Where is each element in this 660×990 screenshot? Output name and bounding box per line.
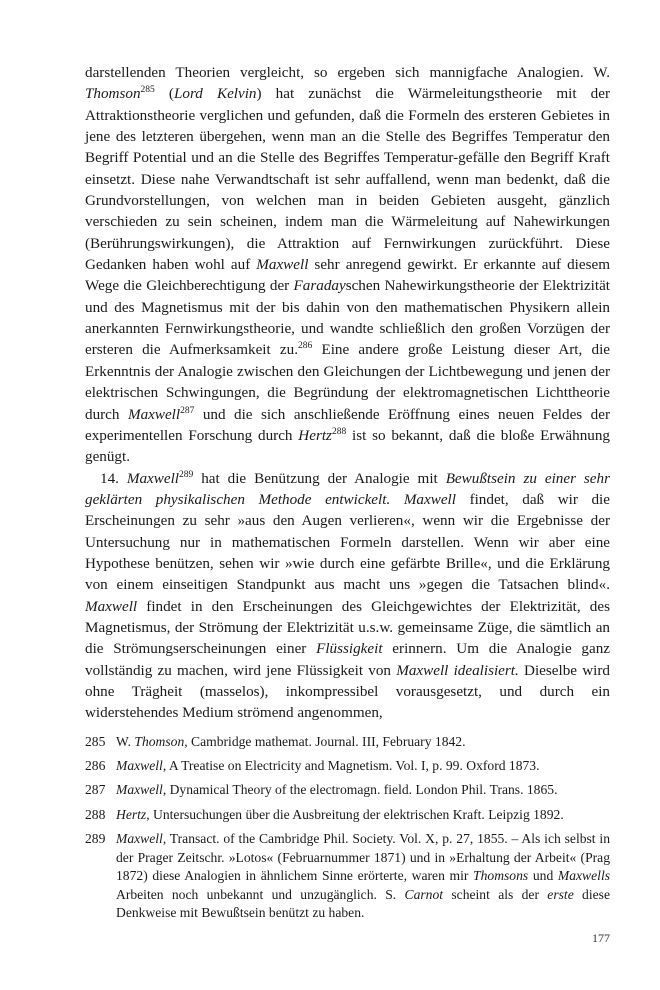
italic-text: Maxwell bbox=[85, 597, 138, 615]
footnote-ref: 287 bbox=[180, 405, 195, 416]
italic-text: erste bbox=[547, 886, 574, 902]
italic-text: Maxwell bbox=[116, 758, 163, 774]
footnote-number: 287 bbox=[85, 782, 106, 798]
footnote-number: 289 bbox=[85, 831, 106, 847]
italic-text: Thomson bbox=[85, 85, 141, 103]
italic-text: Hertz bbox=[298, 426, 332, 444]
italic-text: Flüssigkeit bbox=[316, 640, 383, 658]
page-number: 177 bbox=[592, 931, 610, 945]
footnote-289 bbox=[85, 830, 610, 922]
footnote-ref: 286 bbox=[298, 341, 313, 352]
footnote-number: 285 bbox=[85, 733, 106, 749]
footnote-number: 288 bbox=[85, 806, 106, 822]
footnote-285 bbox=[85, 733, 610, 751]
footnote-288 bbox=[85, 806, 610, 824]
italic-text: Carnot bbox=[404, 886, 444, 902]
footnote-ref: 285 bbox=[140, 85, 155, 96]
footnote-287 bbox=[85, 781, 610, 799]
italic-text: Bewußtsein zu einer sehr geklärten physikalischen Methode entwickelt. Maxwell bbox=[85, 469, 610, 508]
footnote-number: 286 bbox=[85, 758, 106, 774]
footnotes bbox=[85, 733, 610, 923]
italic-text: Maxwell bbox=[256, 256, 309, 274]
italic-text: Maxwell idealisiert. bbox=[396, 661, 519, 679]
footnote-text: Maxwell, Dynamical Theory of the electromagn. field. London Phil. Trans. 1865. bbox=[116, 782, 558, 798]
italic-text: Maxwell bbox=[126, 469, 180, 487]
italic-text: Thomsons bbox=[473, 868, 529, 884]
italic-text: Faraday bbox=[293, 277, 346, 295]
footnote-text: Maxwell, Transact. of the Cambridge Phil. Society. Vol. X, p. 27, 1855. – Als ich selbst in der Prager Zeitschr. »Lotos« (Februarnummer 1871) und in »Erhaltung der Arbeit« (Prag 1872) diese Analogien in ähnlichem Sinne erörterte, waren mir Thomsons und Maxwells Arbeiten noch unbekannt und unzugänglich. S. Carnot scheint als der erste diese Denkweise mit Bewußtsein benützt zu haben. bbox=[116, 831, 611, 920]
footnote-text: Maxwell, A Treatise on Electricity and Magnetism. Vol. I, p. 99. Oxford 1873. bbox=[116, 758, 540, 774]
paragraph-section-14: 14. Maxwell$^{289}$ hat die Benützung der Analogie mit Bewußtsein zu einer sehr geklärten physikalischen Methode entwickelt. Maxwell findet, daß wir die Erscheinungen zu sehr »aus den Augen verlieren«, wenn wir die Ergebnisse der Untersuchung nur in mathematischen Formeln darstellen. Wenn wir aber eine Hypothese benützen, sehen wir »wie durch eine gefärbte Brille«, und die Erklärung von einem einseitigen Standpunkt aus macht uns »gegen die Tatsachen blind«. Maxwell findet in den Erscheinungen des Gleichgewichtes der Elektrizität, des Magnetismus, der Strömung der Elektrizität u.s.w. gemeinsame Züge, die sämtlich an die Strömungserscheinungen einer Flüssigkeit erinnern. Um die Analogie ganz vollständig zu machen, wird jene Flüssigkeit von Maxwell idealisiert. Dieselbe wird ohne Trägheit (masselos), inkompressibel vorausgesetzt, und durch ein widerstehendes Medium strömend angenommen, bbox=[85, 469, 610, 722]
italic-text: Maxwells bbox=[557, 868, 611, 884]
italic-text: Maxwell bbox=[127, 405, 181, 423]
footnote-286 bbox=[85, 757, 610, 775]
footnote-text: Hertz, Untersuchungen über die Ausbreitung der elektrischen Kraft. Leipzig 1892. bbox=[116, 806, 564, 822]
italic-text: Maxwell bbox=[116, 831, 163, 847]
footnote-ref: 289 bbox=[179, 469, 194, 480]
page-body bbox=[85, 62, 610, 928]
footnote-text: W. Thomson, Cambridge mathemat. Journal. III, February 1842. bbox=[116, 733, 466, 749]
footnote-ref: 288 bbox=[331, 426, 347, 437]
italic-text: Lord Kelvin bbox=[173, 85, 257, 103]
paragraph-analogies: darstellenden Theorien vergleicht, so ergeben sich mannigfache Analogien. W. Thomson$^{285}$ (Lord Kelvin) hat zunächst die Wärmeleitungstheorie mit der Attraktionstheorie verglichen und gefunden, daß die Formeln des ersteren Gebietes in jene des letzteren übergehen, wenn man an die Stelle des Begriffes Temperatur den Begriff Potential und an die Stelle des Begriffes Temperatur-gefälle den Begriff Kraft einsetzt. Diese nahe Verwandtschaft ist sehr auffallend, wenn man bedenkt, daß die Grundvorstellungen, von welchen man in beiden Gebieten ausgeht, gänzlich verschieden zu sein scheinen, indem man die Wärmeleitung auf Nahewirkungen (Berührungswirkungen), die Attraktion auf Fernwirkungen zurückführt. Diese Gedanken haben wohl auf Maxwell sehr anregend gewirkt. Er erkannte auf diesem Wege die Gleichberechtigung der Faradayschen Nahewirkungstheorie der Elektrizität und des Magnetismus mit der bis dahin von den mathematischen Physikern allein anerkannten Fernwirkungstheorie, und wandte schließlich den großen Vorzügen der ersteren die Aufmerksamkeit zu.$^{286}$ Eine andere große Leistung dieser Art, die Erkenntnis der Analogie zwischen den Gleichungen der Lichtbewegung und jenen der elektrischen Schwingungen, die Begründung der elektromagnetischen Lichttheorie durch Maxwell$^{287}$ und die sich anschließende Eröffnung eines neuen Feldes der experimentellen Forschung durch Hertz$^{288}$ ist so bekannt, daß die bloße Erwähnung genügt. bbox=[85, 64, 611, 466]
italic-text: Hertz bbox=[116, 806, 147, 822]
italic-text: Thomson bbox=[134, 733, 185, 749]
italic-text: Maxwell bbox=[116, 782, 163, 798]
